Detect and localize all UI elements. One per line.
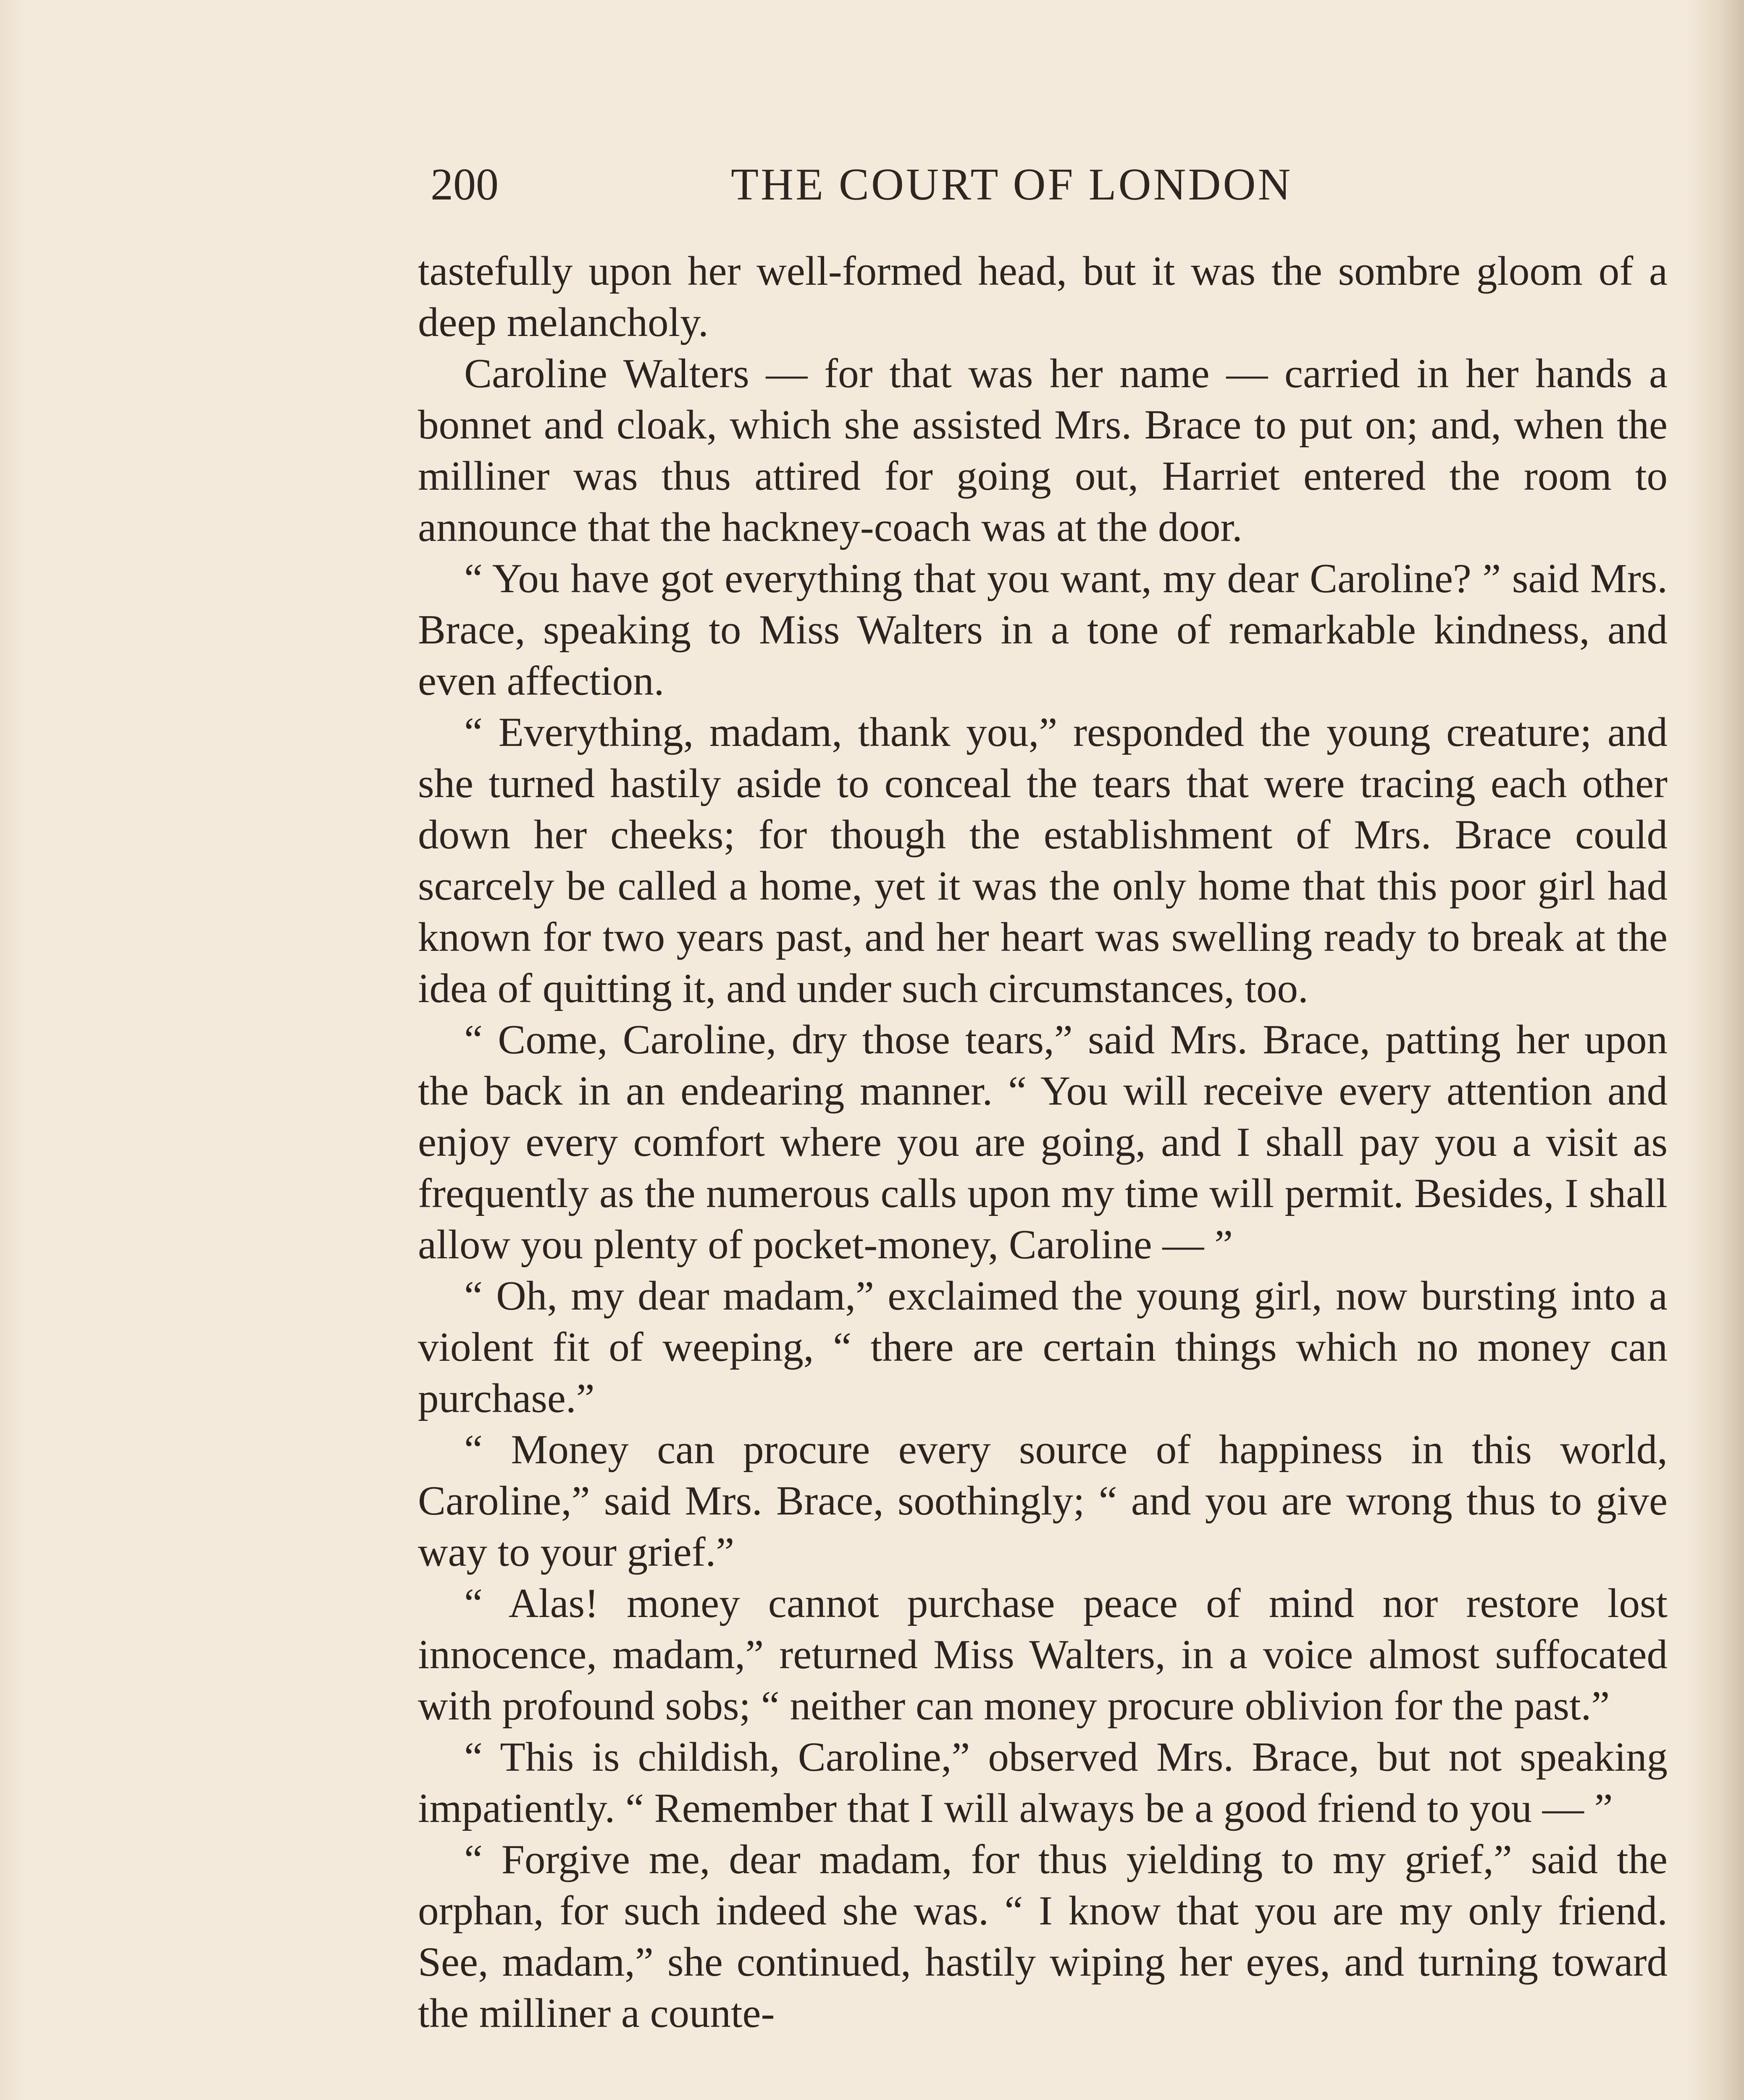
body-text (418, 246, 1668, 2100)
paragraph: tastefully upon her well-formed head, but it was the sombre gloom of a deep melancholy. (418, 248, 1668, 345)
running-head (431, 151, 1363, 218)
paragraph: “ You have got everything that you want, my dear Caroline? ” said Mrs. Brace, speaking to Miss Walters in a tone of remarkable kindness, and even affection. (418, 556, 1668, 704)
paragraph: “ Forgive me, dear madam, for thus yielding to my grief,” said the orphan, for such indeed she was. “ I know that you are my only friend. See, madam,” she continued, hastily wiping her eyes, and turning toward the milliner a counte- (418, 1837, 1668, 2036)
paragraph: “ Oh, my dear madam,” exclaimed the young girl, now bursting into a violent fit of weeping, “ there are certain things which no money can purchase.” (418, 1273, 1668, 1421)
paragraph: “ Everything, madam, thank you,” responded the young creature; and she turned hastily aside to conceal the tears that were tracing each other down her cheeks; for though the establishment of Mrs. Brace could scarcely be called a home, yet it was the only home that this poor girl had known for two years past, and her heart was swelling ready to break at the idea of quitting it, and under such circumstances, too. (418, 709, 1668, 1011)
paragraph: “ Alas! money cannot purchase peace of mind nor restore lost innocence, madam,” returned Miss Walters, in a voice almost suffocated with profound sobs; “ neither can money procure oblivion for the past.” (418, 1580, 1668, 1729)
paragraph: “ Money can procure every source of happiness in this world, Caroline,” said Mrs. Brace, soothingly; “ and you are wrong thus to give way to your grief.” (418, 1427, 1668, 1575)
page-number: 200 (431, 160, 499, 210)
paragraph: Caroline Walters — for that was her name — carried in her hands a bonnet and cloak, which she assisted Mrs. Brace to put on; and, when the milliner was thus attired for going out, Harriet entered the room to announce that the hackney-coach was at the door. (418, 351, 1668, 550)
page-edge-left (0, 0, 25, 2100)
paragraph: “ This is childish, Caroline,” observed Mrs. Brace, but not speaking impatiently. “ Remember that I will always be a good friend to you — ” (418, 1734, 1668, 1831)
page-edge-right (1685, 0, 1744, 2100)
running-title: THE COURT OF LONDON (731, 160, 1293, 210)
paragraph: “ Come, Caroline, dry those tears,” said Mrs. Brace, patting her upon the back in an endearing manner. “ You will receive every attention and enjoy every comfort where you are going, and I shall pay you a visit as frequently as the numerous calls upon my time will permit. Besides, I shall allow you plenty of pocket-money, Caroline — ” (418, 1017, 1668, 1268)
